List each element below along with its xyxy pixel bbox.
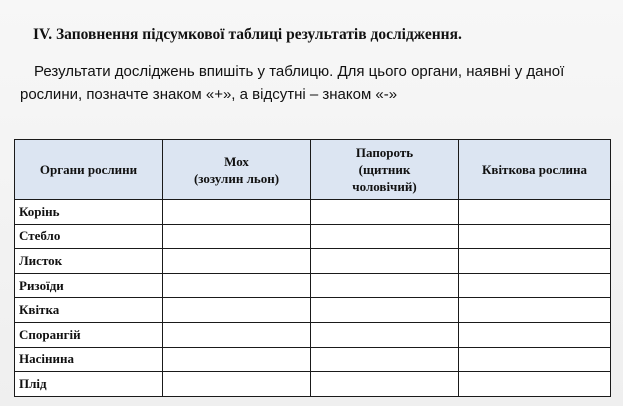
answer-cell-flowering[interactable]	[459, 372, 611, 397]
organ-label: Спорангій	[15, 322, 163, 347]
header-flowering-line: Квіткова рослина	[482, 162, 587, 177]
header-moss	[163, 140, 311, 200]
header-fern-line-2: (щитник	[358, 162, 411, 177]
answer-cell-moss[interactable]	[163, 322, 311, 347]
answer-cell-flowering[interactable]	[459, 200, 611, 225]
answer-cell-fern[interactable]	[311, 224, 459, 249]
table-row	[15, 273, 611, 298]
answer-cell-moss[interactable]	[163, 372, 311, 397]
organ-label: Ризоїди	[15, 273, 163, 298]
header-flowering-plant	[459, 140, 611, 200]
header-fern-line-3: чоловічий)	[352, 179, 417, 194]
table-row	[15, 224, 611, 249]
answer-cell-fern[interactable]	[311, 298, 459, 323]
answer-cell-fern[interactable]	[311, 322, 459, 347]
answer-cell-moss[interactable]	[163, 273, 311, 298]
answer-cell-flowering[interactable]	[459, 273, 611, 298]
table-header-row	[15, 140, 611, 200]
organ-label: Корінь	[15, 200, 163, 225]
organ-label: Насінина	[15, 347, 163, 372]
answer-cell-fern[interactable]	[311, 273, 459, 298]
instruction-text: Результати досліджень впишіть у таблицю. Для цього органи, наявні у даної рослини, позначте знаком «+», а відсутні – знаком «-»	[20, 63, 565, 103]
header-fern-line-1: Папороть	[355, 145, 414, 160]
header-moss-line-1: Мох	[224, 153, 249, 169]
answer-cell-moss[interactable]	[163, 298, 311, 323]
table-row	[15, 298, 611, 323]
table-row	[15, 372, 611, 397]
answer-cell-flowering[interactable]	[459, 298, 611, 323]
answer-cell-moss[interactable]	[163, 249, 311, 274]
answer-cell-fern[interactable]	[311, 249, 459, 274]
answer-cell-flowering[interactable]	[459, 322, 611, 347]
organ-label: Квітка	[15, 298, 163, 323]
header-fern	[311, 140, 459, 200]
answer-cell-flowering[interactable]	[459, 347, 611, 372]
header-organs-line: Органи рослини	[39, 162, 138, 177]
results-table	[14, 139, 611, 397]
header-organs	[15, 140, 163, 200]
table-row	[15, 249, 611, 274]
organ-label: Стебло	[15, 224, 163, 249]
answer-cell-fern[interactable]	[311, 200, 459, 225]
answer-cell-moss[interactable]	[163, 347, 311, 372]
table-row	[15, 347, 611, 372]
section-heading: IV. Заповнення підсумкової таблиці результатів дослідження.	[33, 26, 462, 43]
answer-cell-flowering[interactable]	[459, 249, 611, 274]
organ-label: Плід	[15, 372, 163, 397]
table-row	[15, 322, 611, 347]
table-row	[15, 200, 611, 225]
answer-cell-fern[interactable]	[311, 347, 459, 372]
answer-cell-moss[interactable]	[163, 224, 311, 249]
header-moss-line-2: (зозулин льон)	[193, 170, 280, 186]
answer-cell-moss[interactable]	[163, 200, 311, 225]
answer-cell-flowering[interactable]	[459, 224, 611, 249]
answer-cell-fern[interactable]	[311, 372, 459, 397]
organ-label: Листок	[15, 249, 163, 274]
